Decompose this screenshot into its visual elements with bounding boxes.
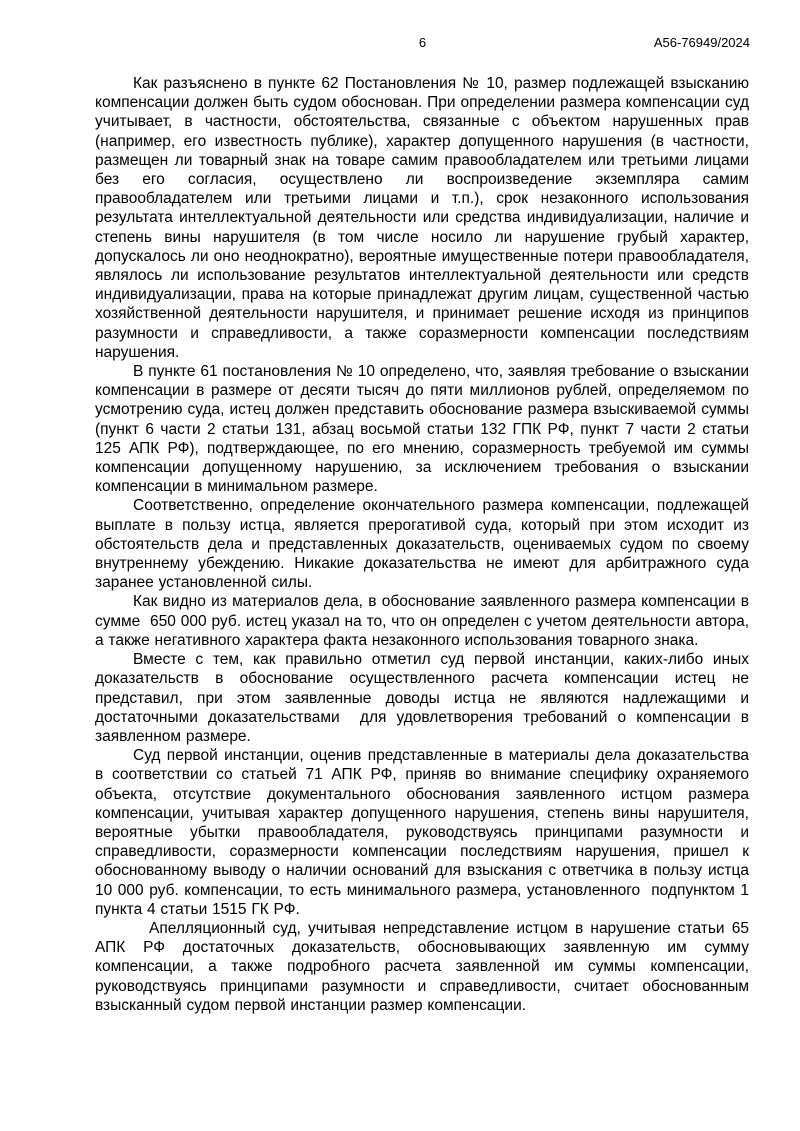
paragraph: Вместе с тем, как правильно отметил суд первой инстанции, каких-либо иных доказательств в обоснование осуществленного расчета компенсации истец не представил, при этом заявленные доводы истца не являются надлежащими и достаточными доказательствами для удовлетворения требований о компенсации в заявленном размере.	[95, 651, 749, 745]
page-number: 6	[418, 35, 427, 50]
paragraph: Соответственно, определение окончательного размера компенсации, подлежащей выплате в пользу истца, является прерогативой суда, который при этом исходит из обстоятельств дела и представленных доказательств, оцениваемых судом по своему внутреннему убеждению. Никакие доказательства не имеют для арбитражного суда заранее установленной силы.	[95, 497, 749, 592]
document-body	[95, 74, 749, 1015]
paragraph: В пункте 61 постановления № 10 определено, что, заявляя требование о взыскании компенсации в размере от десяти тысяч до пяти миллионов рублей, определяемом по усмотрению суда, истец должен представить обоснование размера взыскиваемой суммы (пункт 6 части 2 статьи 131, абзац восьмой статьи 132 ГПК РФ, пункт 7 части 2 статьи 125 АПК РФ), подтверждающее, по его мнению, соразмерность требуемой им суммы компенсации допущенному нарушению, за исключением требования о взыскании компенсации в минимальном размере.	[95, 363, 749, 496]
page-header	[95, 35, 750, 51]
paragraph: Как разъяснено в пункте 62 Постановления № 10, размер подлежащей взысканию компенсации должен быть судом обоснован. При определении размера компенсации суд учитывает, в частности, обстоятельства, связанные с объектом нарушенных прав (например, его известность публике), характер допущенного нарушения (в частности, размещен ли товарный знак на товаре самим правообладателем или третьими лицами без его согласия, осуществлено ли воспроизведение экземпляра самим правообладателем или третьими лицами и т.п.), срок незаконного использования результата интеллектуальной деятельности или средства индивидуализации, наличие и степень вины нарушителя (в том числе носило ли нарушение грубый характер, допускалось ли оно неоднократно), вероятные имущественные потери правообладателя, являлось ли использование результатов интеллектуальной деятельности или средств индивидуализации, права на которые принадлежат другим лицам, существенной частью хозяйственной деятельности нарушителя, и принимает решение исходя из принципов разумности и справедливости, а также соразмерности компенсации последствиям нарушения.	[95, 75, 749, 361]
paragraph: Апелляционный суд, учитывая непредставление истцом в нарушение статьи 65 АПК РФ достаточных доказательств, обосновывающих заявленную им сумму компенсации, а также подробного расчета заявленной им суммы компенсации, руководствуясь принципами разумности и справедливости, считает обоснованным взысканный судом первой инстанции размер компенсации.	[95, 919, 749, 1014]
paragraph: Как видно из материалов дела, в обоснование заявленного размера компенсации в сумме 650 000 руб. истец указал на то, что он определен с учетом деятельности автора, а также негативного характера факта незаконного использования товарного знака.	[95, 593, 749, 649]
case-number: А56-76949/2024	[653, 35, 750, 50]
paragraph: Суд первой инстанции, оценив представленные в материалы дела доказательства в соответствии со статьей 71 АПК РФ, приняв во внимание специфику охраняемого объекта, отсутствие документального обоснования заявленного истцом размера компенсации, учитывая характер допущенного нарушения, степень вины нарушителя, вероятные убытки правообладателя, руководствуясь принципами разумности и справедливости, соразмерности компенсации последствиям нарушения, пришел к обоснованному выводу о наличии оснований для взыскания с ответчика в пользу истца 10 000 руб. компенсации, то есть минимального размера, установленного подпунктом 1 пункта 4 статьи 1515 ГК РФ.	[95, 747, 749, 918]
